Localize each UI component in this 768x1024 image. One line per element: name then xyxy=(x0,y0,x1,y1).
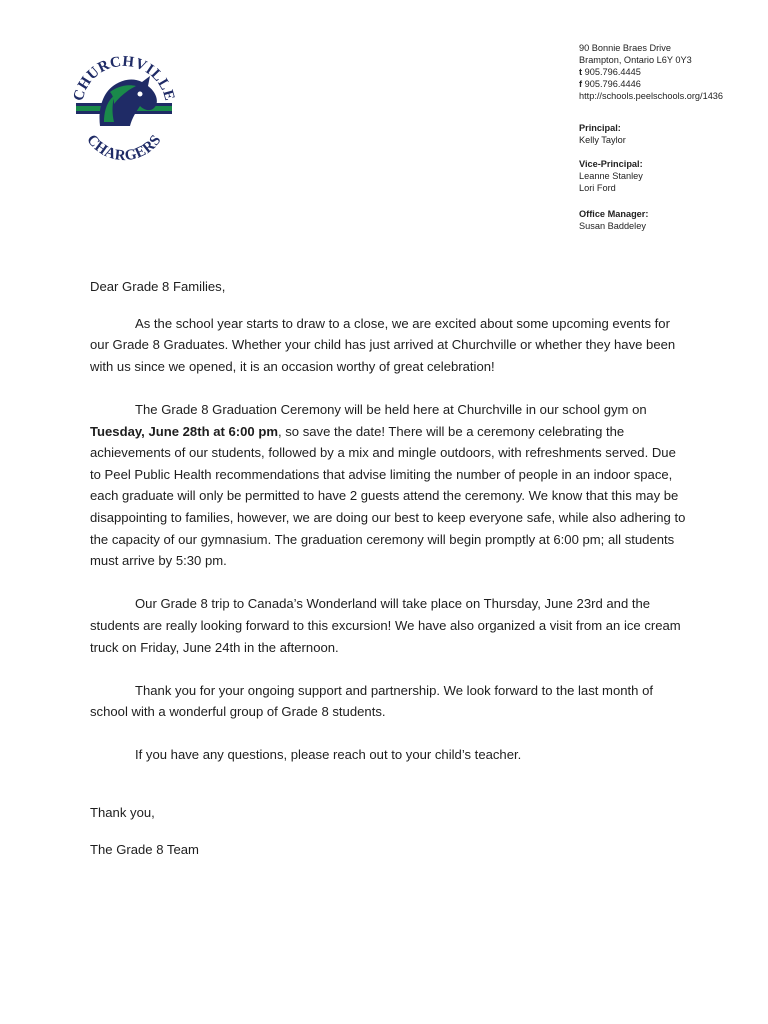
chargers-horse-logo-icon xyxy=(70,52,178,164)
principal-label: Principal: xyxy=(579,123,621,133)
school-logo xyxy=(70,52,178,164)
paragraph-thanks: Thank you for your ongoing support and partnership. We look forward to the last month of school with a wonderful group of Grade 8 students. xyxy=(90,682,653,720)
vice-principal-name-1: Leanne Stanley xyxy=(579,171,643,181)
address-fax xyxy=(579,78,723,90)
phone-label: t xyxy=(579,67,583,77)
address-city: Brampton, Ontario L6Y 0Y3 xyxy=(579,55,692,65)
school-address xyxy=(579,42,723,102)
paragraph-trip: Our Grade 8 trip to Canada’s Wonderland will take place on Thursday, June 23rd and the students are really looking forward to this excursion! We have also organized a visit from an ice cream truck on Friday, June 24th in the afternoon. xyxy=(90,596,681,655)
ceremony-date: Tuesday, June 28th at 6:00 pm xyxy=(90,423,278,439)
office-manager-label: Office Manager: xyxy=(579,209,649,219)
principal-block xyxy=(579,122,626,146)
phone-number: 905.796.4445 xyxy=(584,67,641,77)
office-manager-block xyxy=(579,208,648,232)
letter-greeting: Dear Grade 8 Families, xyxy=(90,279,226,294)
ceremony-text-start: The Grade 8 Graduation Ceremony will be held here at Churchville in our school gym on xyxy=(135,401,647,417)
letter-signature: The Grade 8 Team xyxy=(90,841,199,857)
fax-number: 905.796.4446 xyxy=(584,79,641,89)
vice-principal-block xyxy=(579,158,643,194)
address-street: 90 Bonnie Braes Drive xyxy=(579,43,671,53)
office-manager-name: Susan Baddeley xyxy=(579,221,646,231)
vice-principal-label: Vice-Principal: xyxy=(579,159,643,169)
logo-text-bottom: CHARGERS xyxy=(83,131,165,164)
address-phone xyxy=(579,66,723,78)
vice-principal-name-2: Lori Ford xyxy=(579,183,616,193)
fax-label: f xyxy=(579,79,583,89)
school-website-link[interactable]: http://schools.peelschools.org/1436 xyxy=(579,91,724,101)
letter-body xyxy=(90,276,690,860)
paragraph-questions: If you have any questions, please reach out to your child’s teacher. xyxy=(135,747,522,763)
principal-name: Kelly Taylor xyxy=(579,135,626,145)
ceremony-text-end: , so save the date! There will be a ceremony celebrating the achievements of our students, followed by a mix and mingle outdoors, with refreshments served. Due to Peel Public Health recommendations that advise limiting the number of people in an indoor space, each graduate will only be permitted to have 2 guests attend the ceremony. We know that this may be disappointing to families, however, we are doing our best to keep everyone safe, while also adhering to the capacity of our gymnasium. The graduation ceremony will begin promptly at 6:00 pm; all students must arrive by 5:30 pm. xyxy=(90,423,686,569)
logo-text-top: CHURCHVILLE xyxy=(70,53,178,103)
letter-closing: Thank you, xyxy=(90,805,155,821)
paragraph-intro: As the school year starts to draw to a close, we are excited about some upcoming events for our Grade 8 Graduates. Whether your child has just arrived at Churchville or whether they have been with us since we opened, it is an occasion worthy of great celebration! xyxy=(90,315,676,374)
svg-text:CHARGERS xyxy=(83,132,164,164)
paragraph-ceremony xyxy=(90,399,690,572)
